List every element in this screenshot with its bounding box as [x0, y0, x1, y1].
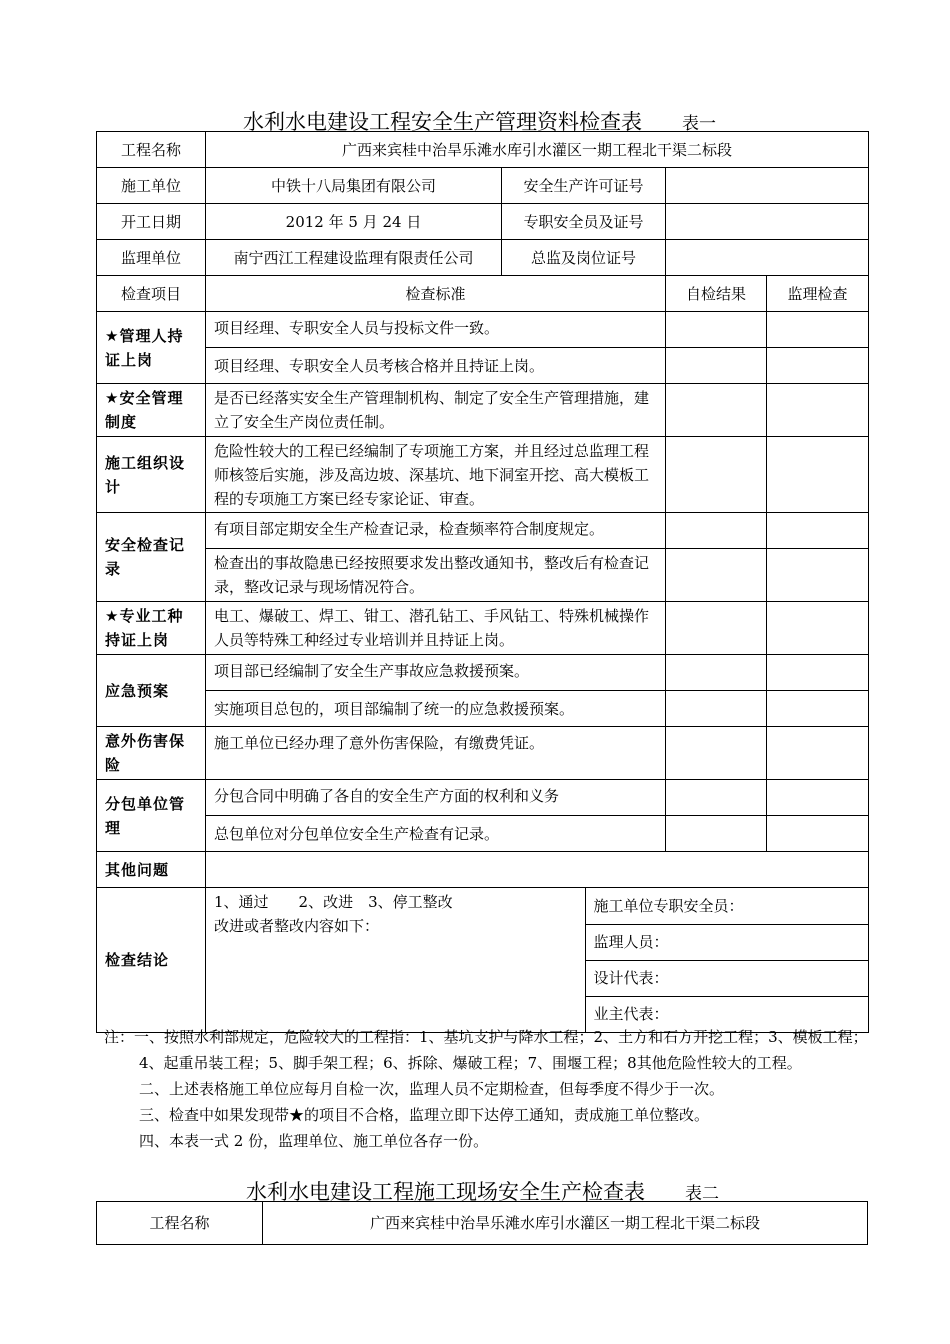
self-check-cell	[666, 655, 767, 691]
item-standard: 是否已经落实安全生产管理制机构、制定了安全生产管理措施，建立了安全生产岗位责任制。	[206, 384, 666, 437]
table2-tag: 表二	[685, 1184, 719, 1204]
item-standard: 项目部已经编制了安全生产事故应急救援预案。	[206, 655, 666, 691]
chief-label: 总监及岗位证号	[502, 240, 666, 276]
item-name: 分包单位管理	[97, 780, 206, 852]
conclusion-options: 1、通过 2、改进 3、停工整改	[214, 893, 453, 911]
conclusion-content: 改进或者整改内容如下：	[214, 917, 380, 935]
license-label: 安全生产许可证号	[502, 168, 666, 204]
self-check-cell	[666, 312, 767, 348]
supervision-cell	[767, 513, 869, 549]
item-name: 意外伤害保险	[97, 727, 206, 780]
item-name: 应急预案	[97, 655, 206, 727]
supervision-cell	[767, 437, 869, 513]
header-self-check: 自检结果	[666, 276, 767, 312]
project-value: 广西来宾桂中治旱乐滩水库引水灌区一期工程北干渠二标段	[206, 132, 869, 168]
item-standard: 施工单位已经办理了意外伤害保险，有缴费凭证。	[206, 727, 666, 780]
start-date-value: 2012 年 5 月 24 日	[206, 204, 502, 240]
item-name: 施工组织设计	[97, 437, 206, 513]
supervisor-value: 南宁西江工程建设监理有限责任公司	[206, 240, 502, 276]
signer-contractor-safety: 施工单位专职安全员：	[585, 888, 868, 924]
supervision-cell	[767, 655, 869, 691]
chief-value	[666, 240, 869, 276]
other-issues-value	[206, 852, 869, 888]
supervision-cell	[767, 691, 869, 727]
supervision-cell	[767, 549, 869, 602]
item-standard: 分包合同中明确了各自的安全生产方面的权利和义务	[206, 780, 666, 816]
header-item: 检查项目	[97, 276, 206, 312]
item-name: ★安全管理制度	[97, 384, 206, 437]
item-standard: 项目经理、专职安全人员与投标文件一致。	[206, 312, 666, 348]
self-check-cell	[666, 691, 767, 727]
item-standard: 项目经理、专职安全人员考核合格并且持证上岗。	[206, 348, 666, 384]
self-check-cell	[666, 549, 767, 602]
conclusion-layout	[206, 888, 868, 1032]
item-name: ★管理人持证上岗	[97, 312, 206, 384]
item-name: 其他问题	[97, 852, 206, 888]
item-standard: 检查出的事故隐患已经按照要求发出整改通知书，整改后有检查记录，整改记录与现场情况符合。	[206, 549, 666, 602]
supervision-cell	[767, 727, 869, 780]
self-check-cell	[666, 602, 767, 655]
self-check-cell	[666, 780, 767, 816]
note-3: 三、检查中如果发现带★的项目不合格，监理立即下达停工通知，责成施工单位整改。	[139, 1106, 710, 1124]
item-name: ★专业工种持证上岗	[97, 602, 206, 655]
supervision-cell	[767, 312, 869, 348]
table2-project-value: 广西来宾桂中治旱乐滩水库引水灌区一期工程北干渠二标段	[263, 1202, 868, 1245]
conclusion-label: 检查结论	[97, 888, 206, 1033]
note-1: 注：一、按照水利部规定，危险较大的工程指：1、基坑支护与降水工程；2、土方和石方开挖工程；3、模板工程；4、起重吊装工程；5、脚手架工程；6、拆除、爆破工程；7、围堰工程；8其他危险性较大的工程。	[104, 1028, 868, 1072]
table1-tag: 表一	[682, 114, 716, 134]
notes	[104, 1024, 874, 1154]
table2-project-label: 工程名称	[97, 1202, 263, 1245]
item-standard: 实施项目总包的，项目部编制了统一的应急救援预案。	[206, 691, 666, 727]
self-check-cell	[666, 384, 767, 437]
safety-officer-label: 专职安全员及证号	[502, 204, 666, 240]
signer-owner: 业主代表：	[593, 1005, 669, 1024]
conclusion-text	[206, 888, 585, 1032]
header-supervision: 监理检查	[767, 276, 869, 312]
self-check-cell	[666, 513, 767, 549]
supervision-cell	[767, 816, 869, 852]
item-standard: 有项目部定期安全生产检查记录，检查频率符合制度规定。	[206, 513, 666, 549]
signer-designer: 设计代表：	[585, 960, 868, 996]
table2-title: 水利水电建设工程施工现场安全生产检查表	[246, 1180, 645, 1204]
note-2: 二、上述表格施工单位应每月自检一次，监理人员不定期检查，但每季度不得少于一次。	[139, 1080, 725, 1098]
self-check-cell	[666, 348, 767, 384]
safety-management-table	[96, 131, 869, 1033]
item-standard: 危险性较大的工程已经编制了专项施工方案，并且经过总监理工程师核签后实施，涉及高边坡、深基坑、地下洞室开挖、高大模板工程的专项施工方案已经专家论证、审查。	[206, 437, 666, 513]
conclusion-cell	[206, 888, 869, 1033]
item-standard: 电工、爆破工、焊工、钳工、潜孔钻工、手风钻工、特殊机械操作人员等特殊工种经过专业培训并且持证上岗。	[206, 602, 666, 655]
contractor-label: 施工单位	[97, 168, 206, 204]
self-check-cell	[666, 816, 767, 852]
supervision-cell	[767, 384, 869, 437]
header-standard: 检查标准	[206, 276, 666, 312]
contractor-value: 中铁十八局集团有限公司	[206, 168, 502, 204]
supervision-cell	[767, 348, 869, 384]
safety-officer-value	[666, 204, 869, 240]
supervision-cell	[767, 780, 869, 816]
note-4: 四、本表一式 2 份，监理单位、施工单位各存一份。	[139, 1132, 489, 1150]
self-check-cell	[666, 437, 767, 513]
license-value	[666, 168, 869, 204]
supervision-cell	[767, 602, 869, 655]
signer-supervisor: 监理人员：	[585, 924, 868, 960]
project-label: 工程名称	[97, 132, 206, 168]
start-date-label: 开工日期	[97, 204, 206, 240]
site-safety-table	[96, 1201, 868, 1245]
item-standard: 总包单位对分包单位安全生产检查有记录。	[206, 816, 666, 852]
self-check-cell	[666, 727, 767, 780]
item-name: 安全检查记录	[97, 513, 206, 602]
table1-title: 水利水电建设工程安全生产管理资料检查表	[243, 110, 642, 134]
supervisor-label: 监理单位	[97, 240, 206, 276]
